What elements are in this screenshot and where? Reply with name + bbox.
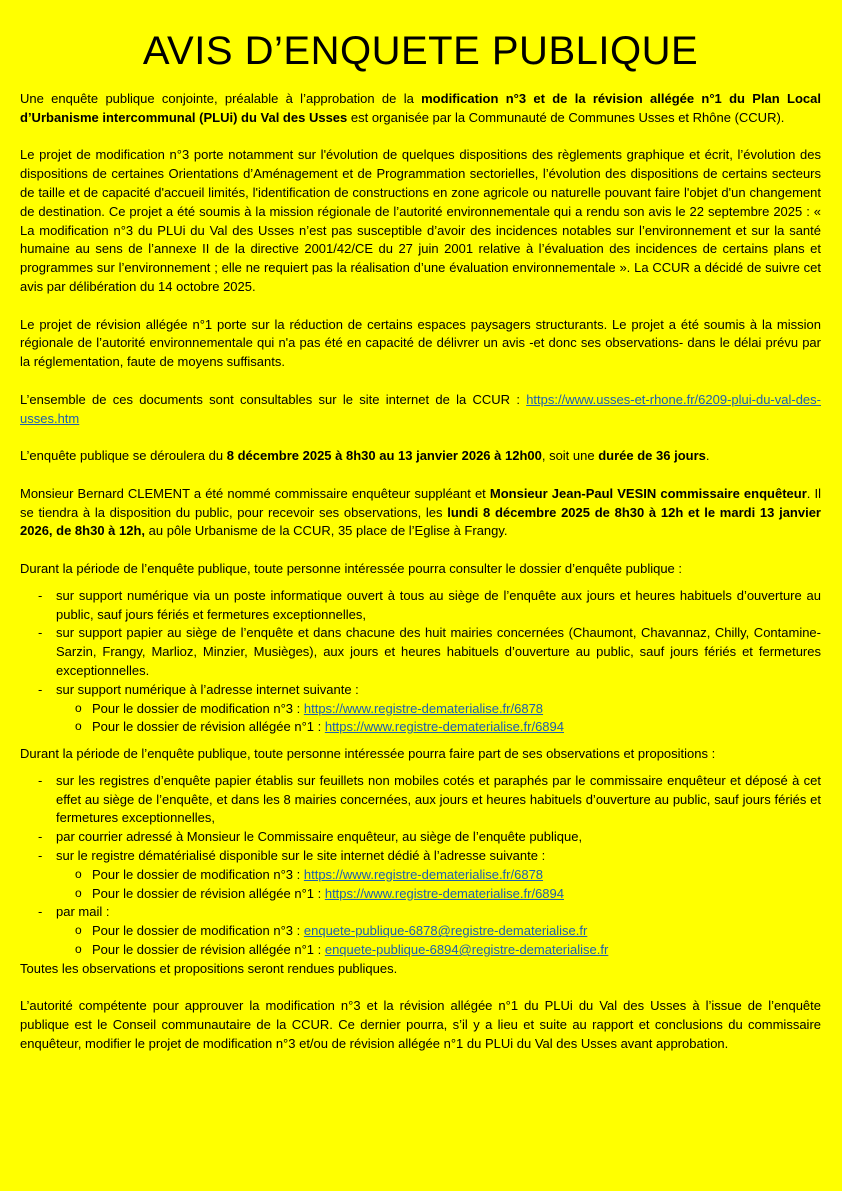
sublist-label: Pour le dossier de modification n°3 : — [92, 700, 304, 716]
consult-list — [20, 587, 821, 737]
commissioner-name: Monsieur Jean-Paul VESIN commissaire enquêteur — [489, 485, 807, 501]
intro-text: Une enquête publique conjointe, préalable à l’approbation de la — [20, 91, 422, 106]
list-item: - par courrier adressé à Monsieur le Commissaire enquêteur, au siège de l’enquête publique, — [20, 828, 821, 847]
observe-mail-sublist — [56, 922, 821, 960]
observe-intro: Durant la période de l’enquête publique, toute personne intéressée pourra faire part de ses observations et propositions : — [20, 746, 716, 762]
revision-paragraph: Le projet de révision allégée n°1 porte sur la réduction de certains espaces paysagers structurants. Le projet a été soumis à la mission régionale de l’autorité environnementale qui n'a pas été en capacité de délivrer un avis -et donc ses observations- dans le délai prévu par la réglementation, faute de moyens suffisants. — [20, 316, 821, 370]
registre-6894-link[interactable]: https://www.registre-dematerialise.fr/6894 — [324, 885, 564, 901]
sublist-label: Pour le dossier de modification n°3 : — [92, 866, 304, 882]
list-item: - sur les registres d’enquête papier établis sur feuillets non mobiles cotés et paraphés par le commissaire enquêteur et déposé à cet effet au siège de l’enquête, et dans les 8 mairies concernées, aux jours et heures habituels d’ouverture au public, sauf jours fériés et fermetures exceptionnelles, — [20, 772, 821, 828]
intro-paragraph — [20, 90, 821, 128]
list-item: - sur support papier au siège de l’enquête et dans chacune des huit mairies concernées (Chaumont, Chavannaz, Chilly, Contamine-Sarzin, Frangy, Marlioz, Minzier, Musièges), aux jours et heures habituels d’ouverture au public, sauf jours fériés et fermetures exceptionnelles. — [20, 624, 821, 680]
list-item-text: sur le registre dématérialisé disponible sur le site internet dédié à l’adresse suivante : — [56, 848, 546, 864]
consult-sublist — [56, 700, 821, 738]
observe-list — [20, 772, 821, 960]
sublist-item — [56, 922, 821, 941]
sublist-label: Pour le dossier de révision allégée n°1 : — [92, 942, 325, 958]
dates-text: L’enquête publique se déroulera du — [20, 448, 227, 464]
consult-intro: Durant la période de l’enquête publique, toute personne intéressée pourra consulter le dossier d’enquête publique : — [20, 560, 683, 576]
registre-6894-link[interactable]: https://www.registre-dematerialise.fr/6894 — [324, 719, 564, 735]
sublist-label: Pour le dossier de modification n°3 : — [92, 923, 304, 939]
list-item-text: sur support numérique à l’adresse internet suivante : — [56, 681, 359, 697]
commissioner-location: au pôle Urbanisme de la CCUR, 35 place de l’Eglise à Frangy. — [145, 523, 508, 539]
list-item: - sur support numérique via un poste informatique ouvert à tous au siège de l’enquête aux jours et heures habituels d’ouverture au public, sauf jours fériés et fermetures exceptionnelles, — [20, 587, 821, 625]
sublist-item — [56, 700, 821, 719]
commissioner-dates: lundi 8 décembre 2025 de 8h30 à 12h et le mardi 13 janvier 2026, de 8h30 à 12h, — [20, 504, 821, 539]
commissioner-paragraph — [20, 485, 821, 541]
sublist-item — [56, 885, 821, 904]
commissioner-text: Monsieur Bernard CLEMENT a été nommé commissaire enquêteur suppléant et — [20, 485, 490, 501]
list-item — [20, 847, 821, 903]
page-title: AVIS D’ENQUETE PUBLIQUE — [142, 29, 699, 73]
final-paragraph: L’autorité compétente pour approuver la modification n°3 et la révision allégée n°1 du PLUi du Val des Usses à l’issue de l’enquête publique est le Conseil communautaire de la CCUR. Ce dernier pourra, s’il y a lieu et suite au rapport et conclusions du commissaire enquêteur, modifier le projet de modification n°3 et/ou de révision allégée n°1 du PLUi du Val des Usses avant approbation. — [20, 998, 821, 1052]
sublist-label: Pour le dossier de révision allégée n°1 : — [92, 885, 325, 901]
registre-6878-link[interactable]: https://www.registre-dematerialise.fr/6878 — [303, 700, 544, 716]
documents-text: L’ensemble de ces documents sont consultables sur le site internet de la CCUR : — [20, 391, 527, 407]
observe-web-sublist — [56, 866, 821, 904]
ccur-website-link[interactable]: https://www.usses-et-rhone.fr/6209-plui-du-val-des-usses.htm — [20, 391, 821, 426]
modification-paragraph: Le projet de modification n°3 porte notamment sur l'évolution de quelques dispositions des règlements graphique et écrit, l’évolution des dispositions de certaines Orientations d’Aménagement et de Programmation sectorielles, l’évolution des dispositions de certains secteurs de taille et de capacité d'accueil limités, l'identification de constructions en zone agricole ou naturelle pouvant faire l'objet d'un changement de destination. Ce projet a été soumis à la mission régionale de l’autorité environnementale qui a rendu son avis le 22 septembre 2025 : « La modification n°3 du PLUi du Val des Usses n’est pas susceptible d’avoir des incidences notables sur l’environnement et sur la santé humaine au sens de l’annexe II de la directive 2001/42/CE du 27 juin 2001 relative à l’évaluation des incidences de certains plans et programmes sur l’environnement ; elle ne requiert pas la réalisation d’une évaluation environnementale ». La CCUR a décidé de suivre cet avis par délibération du 14 octobre 2025. — [20, 147, 821, 294]
intro-bold: modification n°3 et de la révision allégée n°1 du Plan Local d’Urbanisme intercommunal (PLUi) du Val des Usses — [20, 91, 821, 125]
registre-6878-link[interactable]: https://www.registre-dematerialise.fr/6878 — [303, 866, 544, 882]
sublist-item — [56, 941, 821, 960]
sublist-item — [56, 718, 821, 737]
public-paragraph: Toutes les observations et propositions seront rendues publiques. — [20, 960, 398, 976]
dates-paragraph — [20, 447, 821, 466]
email-6894-link[interactable]: enquete-publique-6894@registre-dematerialise.fr — [324, 942, 609, 958]
dates-period: 8 décembre 2025 à 8h30 au 13 janvier 2026 à 12h00 — [226, 448, 542, 464]
sublist-item — [56, 866, 821, 885]
documents-paragraph — [20, 391, 821, 429]
sublist-label: Pour le dossier de révision allégée n°1 : — [92, 719, 325, 735]
commissioner-text-mid: . Il se tiendra à la disposition du public, pour recevoir ses observations, les — [20, 485, 821, 520]
dates-duration: durée de 36 jours — [598, 448, 706, 464]
list-item-text: par mail : — [56, 904, 110, 920]
list-item — [20, 681, 821, 737]
dates-text-end: . — [705, 448, 710, 464]
dates-text-mid: , soit une — [541, 448, 599, 464]
list-item — [20, 903, 821, 959]
email-6878-link[interactable]: enquete-publique-6878@registre-dematerialise.fr — [303, 923, 588, 939]
intro-text-end: est organisée par la Communauté de Communes Usses et Rhône (CCUR). — [347, 109, 785, 125]
